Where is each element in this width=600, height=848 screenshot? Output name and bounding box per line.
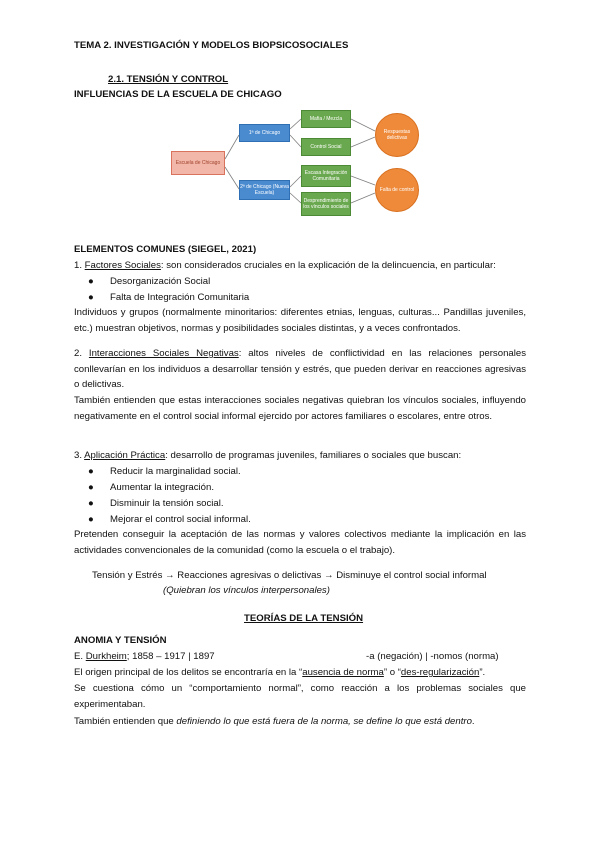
- point-3-bullet: ● Mejorar el control social informal.: [88, 514, 251, 525]
- author-line: [74, 651, 215, 662]
- origin-prefix: El origen principal de los delitos se encontraría en la “: [74, 667, 303, 678]
- section-title: 2.1. TENSIÓN Y CONTROL: [108, 74, 229, 85]
- point-3-bullet: ● Reducir la marginalidad social.: [88, 466, 241, 477]
- formula: Tensión y Estrés → Reacciones agresivas o delictivas → Disminuye el control social informal: [92, 570, 487, 581]
- point-3: [74, 450, 461, 461]
- connector-root-branch2: [225, 167, 239, 189]
- connector-branch2-leaf3: [290, 176, 301, 187]
- bullet-text: Mejorar el control social informal.: [110, 514, 251, 525]
- connector-leaf1-out1: [351, 119, 375, 131]
- point-2-paragraph: También entienden que estas interacciones sociales negativas quiebran los vínculos sociales, influyendo negativamente en el control social informal ejercido por actores familiares o escolares, entre otros.: [74, 395, 526, 422]
- document-title: TEMA 2. INVESTIGACIÓN Y MODELOS BIOPSICOSOCIALES: [74, 40, 349, 51]
- also-prefix: También entienden que: [74, 716, 177, 727]
- bullet-text: Desorganización Social: [110, 276, 211, 287]
- point-1: [74, 260, 496, 271]
- point-1-text: : son considerados cruciales en la explicación de la delincuencia, en particular:: [160, 260, 496, 271]
- diagram-leaf4-box: Desprendimiento de los vínculos sociales: [301, 192, 351, 216]
- question-paragraph: Se cuestiona cómo un “comportamiento normal”, como reacción a los problemas sociales que experimentaban.: [74, 683, 526, 710]
- point-3-paragraph: Pretenden conseguir la aceptación de las normas y valores colectivos mediante la implicación en las actividades convencionales de la comunidad (como la escuela o el trabajo).: [74, 529, 526, 556]
- point-2-text: : altos niveles de conflictividad en las relaciones personales conllevarían en los individuos a desarrollar tensión y estrés, que pueden derivar en reacciones agresivas o delictivas.: [74, 348, 527, 390]
- also-line: [74, 716, 475, 727]
- diagram-leaf2-box: Control Social: [301, 138, 351, 156]
- diagram-leaf3-box: Escasa Integración Comunitaria: [301, 165, 351, 187]
- connector-branch1-leaf1: [290, 119, 301, 129]
- author-prefix: E.: [74, 651, 86, 662]
- diagram-branch1-box: 1ª de Chicago: [239, 124, 290, 142]
- bullet-text: Reducir la marginalidad social.: [110, 466, 241, 477]
- point-2: [74, 346, 526, 393]
- connector-leaf2-out1: [351, 137, 375, 147]
- connector-branch2-leaf4: [290, 193, 301, 203]
- connector-branch1-leaf2: [290, 135, 301, 147]
- point-1-bullet: ● Desorganización Social: [88, 276, 211, 287]
- point-3-term: Aplicación Práctica: [84, 450, 166, 461]
- origin-suffix: ”.: [479, 667, 486, 678]
- point-3-bullet: ● Disminuir la tensión social.: [88, 498, 224, 509]
- bullet-text: Aumentar la integración.: [110, 482, 214, 493]
- origin-term-2: des-regularización: [400, 667, 480, 678]
- also-suffix: .: [471, 716, 475, 727]
- point-1-number: 1.: [74, 260, 85, 271]
- chicago-school-diagram: [167, 107, 431, 219]
- elementos-title: ELEMENTOS COMUNES (SIEGEL, 2021): [74, 244, 257, 255]
- also-italic: definiendo lo que está fuera de la norma, se define lo que está dentro: [176, 716, 472, 727]
- connector-leaf4-out2: [351, 193, 375, 203]
- connector-root-branch1: [225, 135, 239, 159]
- section-subtitle: INFLUENCIAS DE LA ESCUELA DE CHICAGO: [74, 89, 282, 100]
- point-2-number: 2.: [74, 348, 89, 359]
- diagram-branch2-box: 2ª de Chicago (Nueva Escuela): [239, 180, 290, 200]
- origin-line: [74, 667, 485, 678]
- origin-term-1: ausencia de norma: [302, 667, 384, 678]
- diagram-output2-circle: Falta de control: [375, 168, 419, 212]
- point-3-text: : desarrollo de programas juveniles, familiares o sociales que buscan:: [165, 450, 462, 461]
- connector-leaf3-out2: [351, 176, 375, 185]
- teorias-title: TEORÍAS DE LA TENSIÓN: [244, 613, 364, 624]
- point-1-bullet: ● Falta de Integración Comunitaria: [88, 292, 250, 303]
- bullet-text: Disminuir la tensión social.: [110, 498, 224, 509]
- point-1-paragraph: Individuos y grupos (normalmente minoritarios: diferentes etnias, lenguas, culturas... Pandillas juveniles, etc.) muestran objetivos, normas y posibilidades sociales distintas, y a veces confrontados.: [74, 307, 526, 334]
- origin-middle: ” o “: [383, 667, 401, 678]
- point-2-term: Interacciones Sociales Negativas: [88, 348, 239, 359]
- author-name: Durkheim: [85, 651, 127, 662]
- etymology: -a (negación) | -nomos (norma): [366, 651, 499, 662]
- anomia-subtitle: ANOMIA Y TENSIÓN: [74, 635, 167, 646]
- diagram-leaf1-box: Mafia / Mezcla: [301, 110, 351, 128]
- diagram-root-box: Escuela de Chicago: [171, 151, 225, 175]
- point-3-bullet: ● Aumentar la integración.: [88, 482, 214, 493]
- formula-note: (Quiebran los vínculos interpersonales): [163, 585, 330, 596]
- bullet-text: Falta de Integración Comunitaria: [110, 292, 250, 303]
- diagram-output1-circle: Respuestas delictivas: [375, 113, 419, 157]
- author-dates: ; 1858 – 1917 | 1897: [126, 651, 215, 662]
- point-1-term: Factores Sociales: [84, 260, 161, 271]
- point-3-number: 3.: [74, 450, 85, 461]
